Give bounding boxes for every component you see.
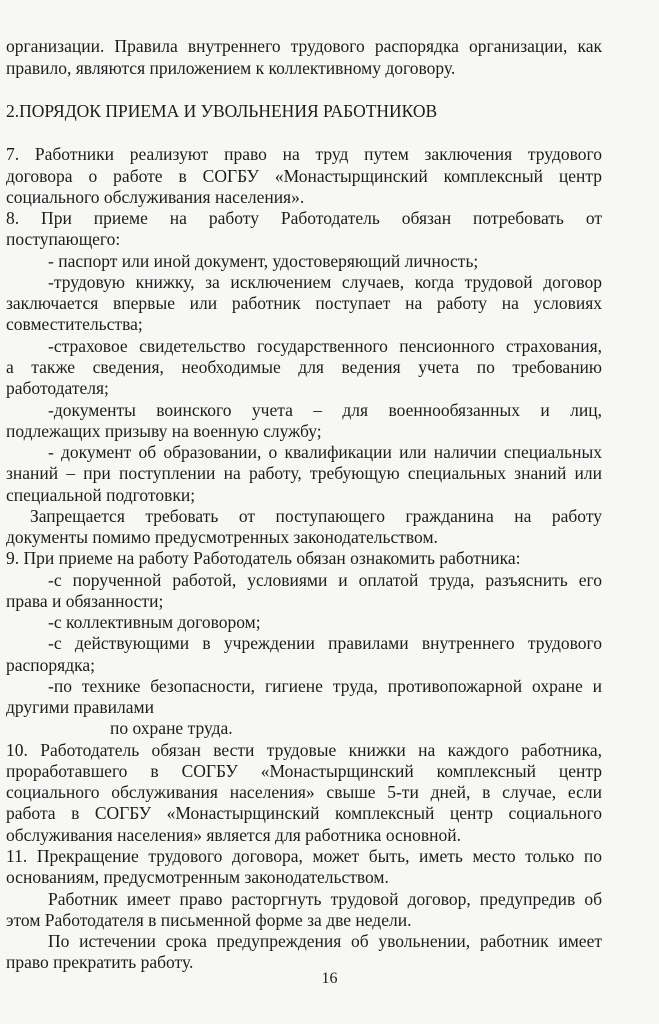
- text-line: этом Работодателя в письменной форме за две недели.: [6, 910, 412, 930]
- text-line: По истечении срока предупреждения об увольнении, работник имеет: [48, 931, 602, 951]
- text-line: социального обслуживания населения» свыше 5-ти дней, в случае, если: [6, 782, 602, 802]
- text-line: работодателя;: [6, 378, 109, 398]
- text-line: а также сведения, необходимые для ведения учета по требованию: [6, 357, 602, 377]
- list-item: -страховое свидетельство государственного пенсионного страхования,: [48, 336, 602, 356]
- text-line: подлежащих призыву на военную службу;: [6, 421, 322, 441]
- page-number: 16: [321, 970, 338, 987]
- text-line: 8. При приеме на работу Работодатель обязан потребовать от: [6, 208, 602, 228]
- text-line: специальной подготовки;: [6, 485, 196, 505]
- text-line: проработавшего в СОГБУ «Монастырщинский комплексный центр: [6, 761, 602, 781]
- text-line: правило, являются приложением к коллективному договору.: [6, 58, 456, 78]
- text-line: социального обслуживания населения».: [6, 187, 305, 207]
- text-line: другими правилами: [6, 697, 154, 717]
- section-heading: 2.ПОРЯДОК ПРИЕМА И УВОЛЬНЕНИЯ РАБОТНИКОВ: [6, 101, 438, 121]
- text-line: 11. Прекращение трудового договора, может быть, иметь место только по: [6, 846, 602, 866]
- text-line: знаний – при поступлении на работу, требующую специальных знаний или: [6, 463, 602, 483]
- text-line: договора о работе в СОГБУ «Монастырщинский комплексный центр: [6, 166, 602, 186]
- text-line: поступающего:: [6, 229, 121, 249]
- text-line: основаниям, предусмотренным законодательством.: [6, 867, 389, 887]
- text-line: по охране труда.: [110, 718, 233, 738]
- list-item: -с действующими в учреждении правилами внутреннего трудового: [48, 633, 602, 653]
- text-line: Запрещается требовать от поступающего гражданина на работу: [30, 506, 602, 526]
- list-item: -по технике безопасности, гигиене труда, противопожарной охране и: [48, 676, 602, 696]
- list-item: -с коллективным договором;: [48, 612, 261, 632]
- text-line: право прекратить работу.: [6, 952, 194, 972]
- text-line: права и обязанности;: [6, 591, 164, 611]
- text-line: обслуживания населения» является для работника основной.: [6, 825, 461, 845]
- text-line: документы помимо предусмотренных законодательством.: [6, 527, 438, 547]
- list-item: - паспорт или иной документ, удостоверяющий личность;: [48, 251, 479, 271]
- list-item: - документ об образовании, о квалификации или наличии специальных: [48, 442, 602, 462]
- text-line: работа в СОГБУ «Монастырщинский комплексный центр социального: [6, 803, 602, 823]
- list-item: -с порученной работой, условиями и оплатой труда, разъяснить его: [48, 570, 602, 590]
- text-line: Работник имеет право расторгнуть трудовой договор, предупредив об: [48, 889, 602, 909]
- text-line: заключается впервые или работник поступает на работу на условиях: [6, 293, 602, 313]
- text-line: распорядка;: [6, 655, 95, 675]
- text-line: совместительства;: [6, 314, 143, 334]
- text-line: 9. При приеме на работу Работодатель обязан ознакомить работника:: [6, 548, 521, 568]
- list-item: -трудовую книжку, за исключением случаев, когда трудовой договор: [48, 272, 602, 292]
- text-line: организации. Правила внутреннего трудового распорядка организации, как: [6, 36, 602, 56]
- text-line: 7. Работники реализуют право на труд путем заключения трудового: [6, 144, 602, 164]
- list-item: -документы воинского учета – для военнообязанных и лиц,: [48, 400, 602, 420]
- text-line: 10. Работодатель обязан вести трудовые книжки на каждого работника,: [6, 740, 602, 760]
